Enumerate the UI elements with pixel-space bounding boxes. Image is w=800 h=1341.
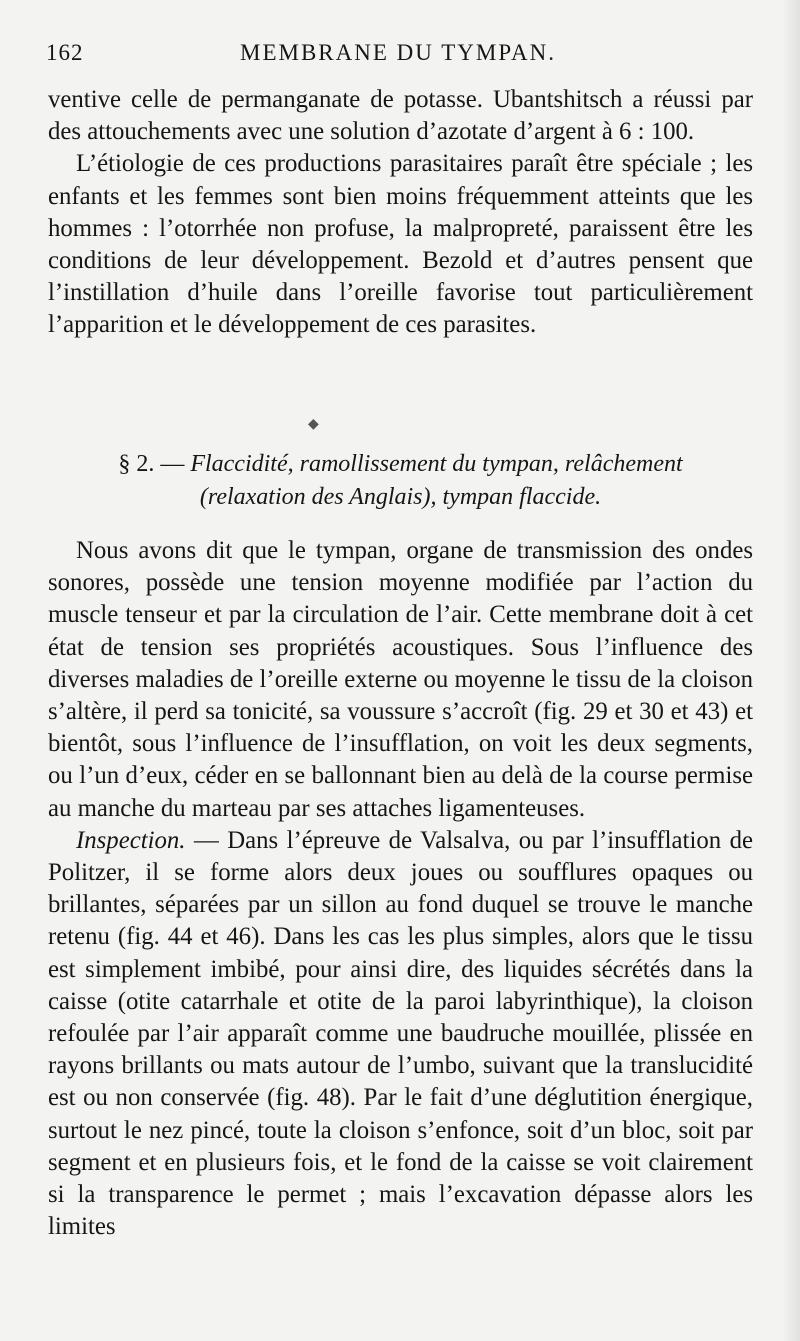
print-speck-mark: ◆: [308, 417, 319, 432]
running-title: MEMBRANE DU TYMPAN.: [240, 40, 556, 65]
section-title-line-2: (relaxation des Anglais), tympan flaccide.: [199, 484, 602, 510]
paragraph-continuation: ventive celle de permanganate de potasse. Ubantshitsch a réussi par des attouchements avec une solution d’azotate d’argent à 6 : 100.: [48, 86, 753, 146]
section-heading-line-1: [48, 448, 753, 481]
page-edge-shadow: [782, 0, 800, 1341]
paragraph-etiology: L’étiologie de ces productions parasitaires paraît être spéciale ; les enfants et les femmes sont bien moins fréquemment atteints que les hommes : l’otorrhée non profuse, la malpropreté, paraissent être les conditions de leur développement. Bezold et d’autres pensent que l’instillation d’huile dans l’oreille favorise tout particulièrement l’apparition et le développement de ces parasites.: [48, 150, 753, 339]
upper-text: [48, 84, 753, 342]
paragraph-tension: Nous avons dit que le tympan, organe de transmission des ondes sonores, possède une tension moyenne modifiée par l’action du muscle tenseur et par la circulation de l’air. Cette membrane doit à cet état de tension ses propriétés acoustiques. Sous l’influence des diverses maladies de l’oreille externe ou moyenne le tissu de la cloison s’altère, il perd sa tonicité, sa voussure s’accroît (fig. 29 et 30 et 43) et bientôt, sous l’influence de l’insufflation, on voit les deux segments, ou l’un d’eux, céder en se ballonnant bien au delà de la course permise au manche du marteau par ses attaches ligamenteuses.: [48, 537, 753, 822]
lower-text: [48, 535, 753, 1243]
inspection-text: — Dans l’épreuve de Valsalva, ou par l’insufflation de Politzer, il se forme alors deux joues ou soufflures opaques ou brillantes, séparées par un sillon au fond duquel se trouve le manche retenu (fig. 44 et 46). Dans les cas les plus simples, alors que le tissu est simplement imbibé, pour ainsi dire, des liquides sécrétés dans la caisse (otite catarrhale et otite de la paroi labyrinthique), la cloison refoulée par l’air apparaît comme une baudruche mouillée, plissée en rayons brillants ou mats autour de l’umbo, suivant que la translucidité est ou non conservée (fig. 48). Par le fait d’une déglutition énergique, surtout le nez pincé, toute la cloison s’enfonce, soit d’un bloc, soit par segment et en plusieurs fois, et le fond de la caisse se voit clairement si la transparence le permet ; mais l’excavation dépasse alors les limites: [48, 826, 753, 1241]
section-heading: [48, 448, 753, 514]
inspection-lead: Inspection.: [76, 826, 186, 854]
page-number: 162: [46, 40, 84, 65]
section-title-line-1: Flaccidité, ramollissement du tympan, relâchement: [190, 451, 683, 477]
page-header: [46, 40, 750, 70]
paragraph-inspection: [48, 825, 753, 1244]
section-number: § 2. —: [118, 451, 185, 477]
